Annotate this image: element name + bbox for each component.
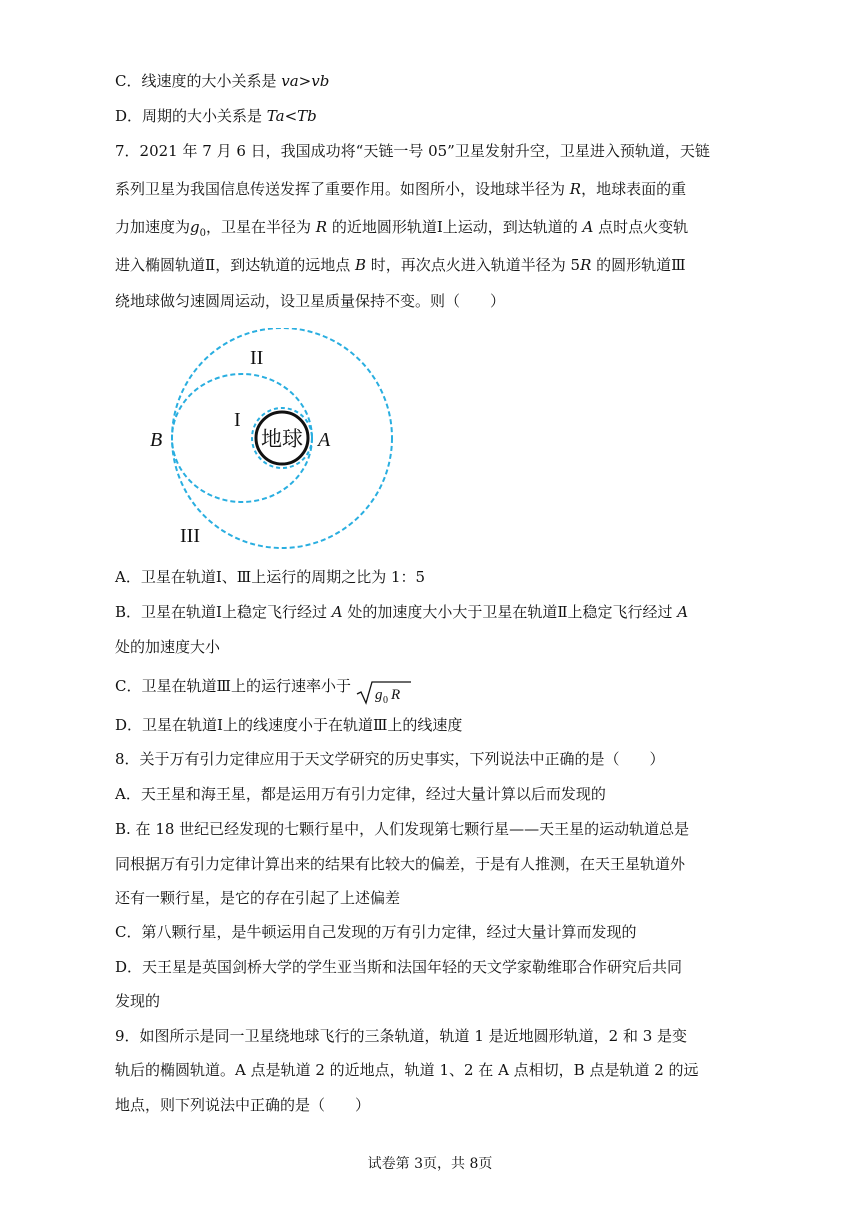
text-segment: 时，再次点火进入轨道半径为 5 [366,256,581,274]
q8-stem: 8．关于万有引力定律应用于天文学研究的历史事实，下列说法中正确的是（ ） [115,750,665,768]
label-point-b: B [150,429,163,451]
page-footer: 试卷第 3页，共 8页 [367,1156,493,1172]
option-text: C．线速度的大小关系是 [115,72,282,90]
q7-option-b-line-2: 处的加速度大小 [115,638,221,656]
symbol-g: g [190,218,200,236]
text-segment: 的圆形轨道Ⅲ [591,256,686,274]
text-segment: C．卫星在轨道Ⅲ上的运行速率小于 [115,677,356,695]
subscript-zero: 0 [199,228,206,239]
q9-text-line-2: 轨后的椭圆轨道。A 点是轨道 2 的近地点，轨道 1、2 在 A 点相切，B 点是轨道 2 的远 [115,1061,699,1079]
text-segment: ，卫星在半径为 [206,218,316,236]
text-segment: 处的加速度大小大于卫星在轨道Ⅱ上稳定飞行经过 [342,603,678,621]
text-segment: B．卫星在轨道Ⅰ上稳定飞行经过 [115,603,332,621]
symbol-a: A [677,603,689,621]
q7-text-line-2 [115,178,686,200]
orbit-figure [140,328,440,560]
subscript-zero: 0 [382,695,388,706]
q8-option-b-line-1: B. 在 18 世纪已经发现的七颗行星中，人们发现第七颗行星——天王星的运动轨道总是 [115,820,690,838]
q8-option-a: A．天王星和海王星，都是运用万有引力定律，经过大量计算以后而发现的 [115,785,606,803]
math-expression: va>vb [281,72,330,90]
q7-option-c [115,675,412,706]
symbol-r: R [580,256,592,274]
q8-option-b-line-3: 还有一颗行星，是它的存在引起了上述偏差 [115,889,401,907]
text-segment: 点时点火变轨 [593,218,689,236]
text-segment: 力加速度为 [115,218,191,236]
math-expression: Ta<Tb [266,107,317,125]
q7-option-b-line-1 [115,601,688,623]
q8-option-c: C．第八颗行星，是牛顿运用自己发现的万有引力定律，经过大量计算而发现的 [115,923,637,941]
sqrt-radical [356,680,412,706]
q6-option-d [115,105,317,127]
symbol-a: A [331,603,343,621]
option-text: D．周期的大小关系是 [115,107,267,125]
text-segment: 进入椭圆轨道Ⅱ，到达轨道的远地点 [115,256,355,274]
text-segment: ，地球表面的重 [581,180,687,198]
label-point-a: A [318,429,331,451]
q7-option-a: A．卫星在轨道Ⅰ、Ⅲ上运行的周期之比为 1：5 [115,568,426,586]
text-segment: 系列卫星为我国信息传送发挥了重要作用。如图所小，设地球半径为 [115,180,570,198]
q9-text-line-3: 地点，则下列说法中正确的是（ ） [115,1096,371,1114]
q8-option-b-line-2: 同根据万有引力定律计算出来的结果有比较大的偏差，于是有人推测，在天王星轨道外 [115,855,686,873]
sqrt-expression [356,680,412,706]
earth-label: 地球 [261,427,303,451]
q7-text-line-4 [115,254,686,276]
symbol-b: B [354,256,366,274]
q7-option-d: D．卫星在轨道Ⅰ上的线速度小于在轨道Ⅲ上的线速度 [115,716,463,734]
label-orbit-iii: III [180,525,200,547]
symbol-a: A [582,218,594,236]
text-segment: 的近地圆形轨道Ⅰ上运动，到达轨道的 [327,218,583,236]
q8-option-d-line-2: 发现的 [115,992,161,1010]
q8-option-d-line-1: D．天王星是英国剑桥大学的学生亚当斯和法国年轻的天文学家勒维耶合作研究后共同 [115,958,683,976]
q7-text-line-5: 绕地球做匀速圆周运动，设卫星质量保持不变。则（ ） [115,292,506,310]
q7-text-line-1: 7．2021 年 7 月 6 日，我国成功将“天链一号 05”卫星发射升空，卫星进入预轨道，天链 [115,142,710,160]
q6-option-c [115,70,329,92]
symbol-r: R [390,687,400,703]
symbol-g: g [374,687,383,703]
label-orbit-i: I [234,409,241,431]
q7-text-line-3 [115,216,688,245]
symbol-r: R [315,218,328,236]
label-orbit-ii: II [250,347,264,369]
q9-text-line-1: 9．如图所示是同一卫星绕地球飞行的三条轨道，轨道 1 是近地圆形轨道，2 和 3 是变 [115,1027,688,1045]
symbol-r: R [569,180,582,198]
